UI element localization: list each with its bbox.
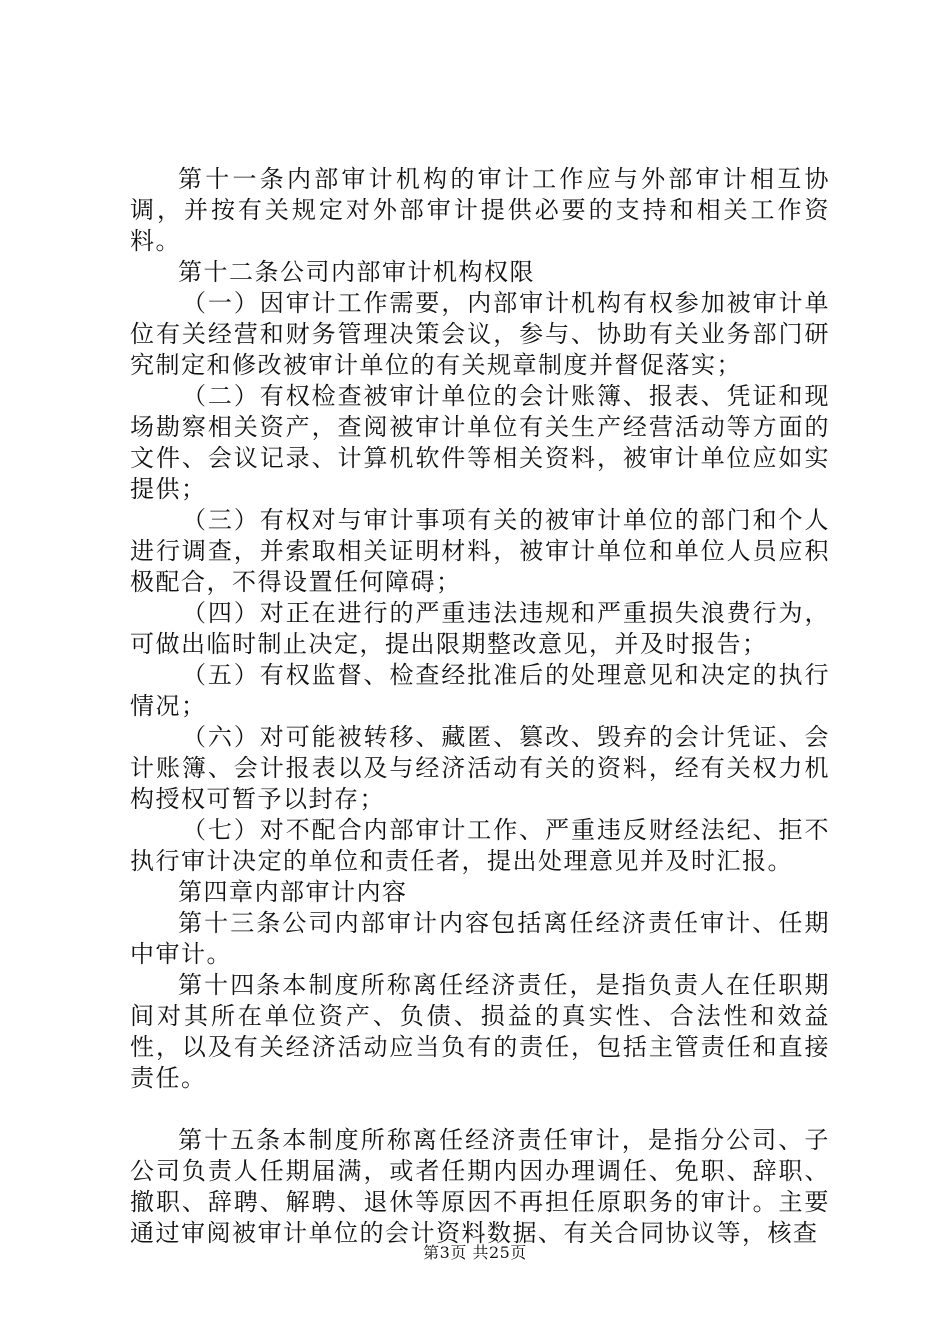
article-14-paragraph: 第十四条本制度所称离任经济责任，是指负责人在任职期间对其所在单位资产、负债、损益的真实性、合法性和效益性，以及有关经济活动应当负有的责任，包括主管责任和直接责任。 xyxy=(130,971,830,1092)
article-13-paragraph: 第十三条公司内部审计内容包括离任经济责任审计、任期中审计。 xyxy=(130,909,830,968)
chapter-4-heading: 第四章内部审计内容 xyxy=(178,878,408,906)
article-12-item-1: （一）因审计工作需要，内部审计机构有权参加被审计单位有关经营和财务管理决策会议，参与、协助有关业务部门研究制定和修改被审计单位的有关规章制度并督促落实； xyxy=(130,289,830,379)
document-body xyxy=(130,164,830,1249)
paragraph-gap xyxy=(130,1094,830,1125)
article-12-item-7: （七）对不配合内部审计工作、严重违反财经法纪、拒不执行审计决定的单位和责任者，提出处理意见并及时汇报。 xyxy=(130,816,830,875)
article-12-item-5: （五）有权监督、检查经批准后的处理意见和决定的执行情况； xyxy=(130,661,830,720)
article-12-item-2: （二）有权检查被审计单位的会计账簿、报表、凭证和现场勘察相关资产，查阅被审计单位有关生产经营活动等方面的文件、会议记录、计算机软件等相关资料，被审计单位应如实提供； xyxy=(130,382,830,503)
article-12-heading: 第十二条公司内部审计机构权限 xyxy=(178,258,535,286)
article-11-paragraph: 第十一条内部审计机构的审计工作应与外部审计相互协调，并按有关规定对外部审计提供必要的支持和相关工作资料。 xyxy=(130,165,830,255)
article-12-item-6: （六）对可能被转移、藏匿、篡改、毁弃的会计凭证、会计账簿、会计报表以及与经济活动有关的资料，经有关权力机构授权可暂予以封存； xyxy=(130,723,830,813)
article-12-item-3: （三）有权对与审计事项有关的被审计单位的部门和个人进行调查，并索取相关证明材料，被审计单位和单位人员应积极配合，不得设置任何障碍； xyxy=(130,506,830,596)
page-number-footer: 第3页 共25页 xyxy=(423,1243,527,1262)
article-12-item-4: （四）对正在进行的严重违法违规和严重损失浪费行为，可做出临时制止决定，提出限期整改意见，并及时报告； xyxy=(130,599,830,658)
article-15-paragraph: 第十五条本制度所称离任经济责任审计，是指分公司、子公司负责人任期届满，或者任期内因办理调任、免职、辞职、撤职、辞聘、解聘、退休等原因不再担任原职务的审计。主要通过审阅被审计单位的会计资料数据、有关合同协议等，核查 xyxy=(130,1126,830,1247)
